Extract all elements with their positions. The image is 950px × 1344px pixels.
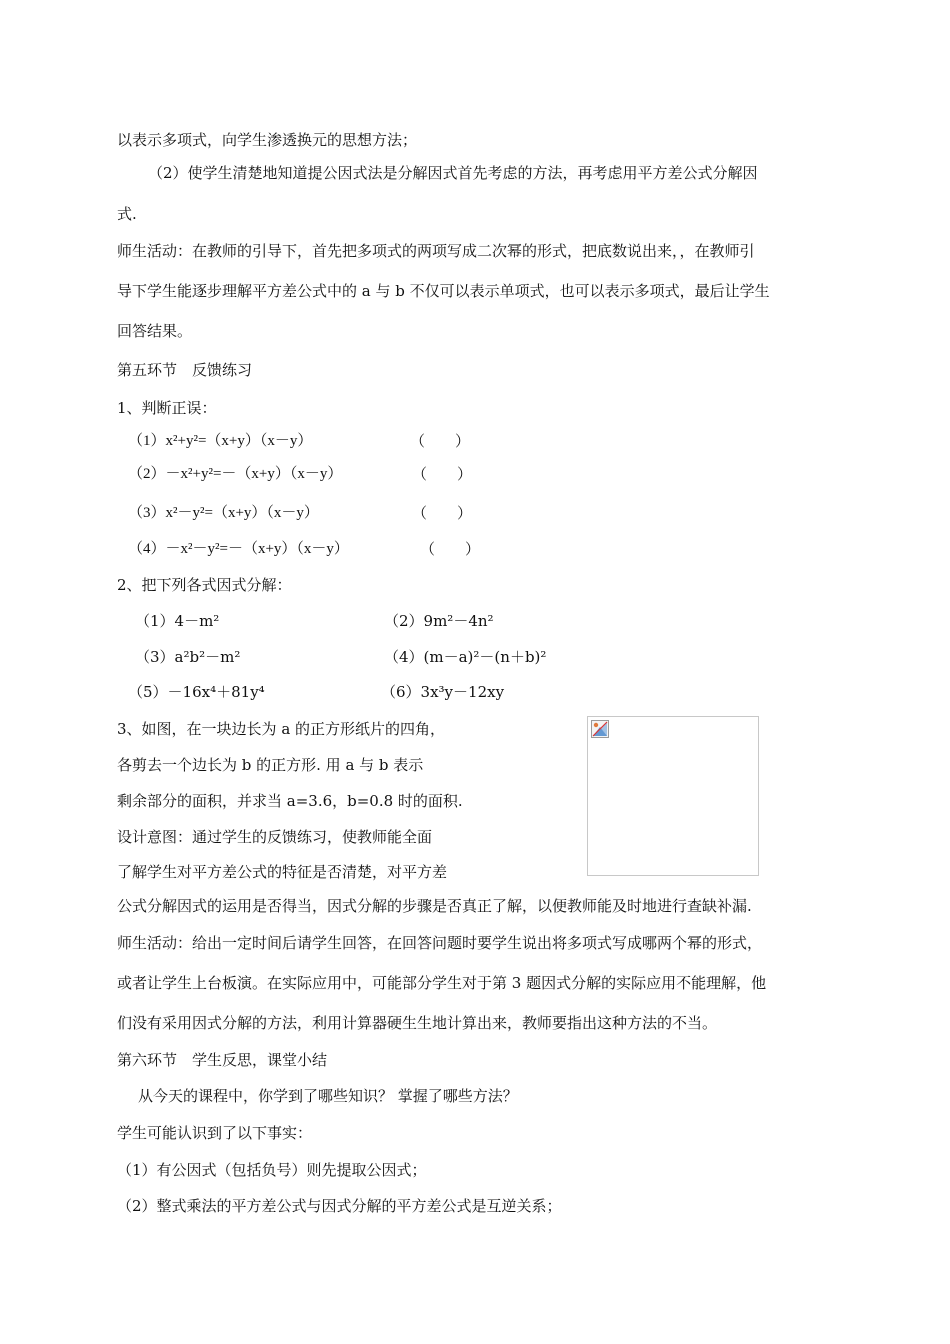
design-intent-text: 设计意图：通过学生的反馈练习，使教师能全面: [117, 828, 433, 846]
reflection-intro: 学生可能认识到了以下事实：: [117, 1124, 313, 1142]
reflection-question: 从今天的课程中，你学到了哪些知识？ 掌握了哪些方法？: [138, 1087, 518, 1105]
reflection-fact: （2）整式乘法的平方差公式与因式分解的平方差公式是互逆关系；: [117, 1197, 562, 1215]
factor-item: （3）a²b²－m²: [135, 648, 241, 666]
factor-item: （6）3x³y－12xy: [381, 683, 505, 701]
answer-blank: （ ）: [412, 465, 473, 483]
question-text: 3、如图，在一块边长为 a 的正方形纸片的四角，: [117, 720, 446, 738]
true-false-item: （3）x²－y²=（x+y）（x－y）: [128, 505, 319, 521]
true-false-item: （4）－x²－y²=－（x+y）（x－y）: [128, 541, 349, 557]
question-title: 1、判断正误：: [117, 399, 217, 417]
paragraph-line: 以表示多项式，向学生渗透换元的思想方法；: [117, 131, 418, 149]
design-intent-text: 了解学生对平方差公式的特征是否清楚，对平方差: [117, 863, 448, 881]
factor-item: （5）－16x⁴＋81y⁴: [128, 683, 265, 701]
question-text: 各剪去一个边长为 b 的正方形. 用 a 与 b 表示: [117, 756, 424, 774]
paragraph-line: （2）使学生清楚地知道提公因式法是分解因式首先考虑的方法，再考虑用平方差公式分解因: [148, 164, 758, 182]
design-intent-text: 公式分解因式的运用是否得当，因式分解的步骤是否真正了解，以便教师能及时地进行查缺补漏.: [117, 897, 752, 915]
activity-text: 或者让学生上台板演。在实际应用中，可能部分学生对于第 3 题因式分解的实际应用不能理解，他: [117, 974, 767, 992]
factor-item: （4）(m－a)²－(n＋b)²: [384, 648, 547, 666]
broken-image-icon: [591, 720, 609, 738]
question-text: 剩余部分的面积，并求当 a=3.6，b=0.8 时的面积.: [117, 792, 463, 810]
paragraph-line: 回答结果。: [117, 322, 193, 340]
paragraph-line: 师生活动：在教师的引导下，首先把多项式的两项写成二次幂的形式，把底数说出来，，在教师引: [117, 242, 755, 260]
answer-blank: （ ）: [410, 432, 471, 450]
activity-text: 们没有采用因式分解的方法，利用计算器硬生生地计算出来，教师要指出这种方法的不当。: [117, 1014, 718, 1032]
reflection-fact: （1）有公因式（包括负号）则先提取公因式；: [117, 1161, 427, 1179]
factor-item: （1）4－m²: [135, 612, 220, 630]
question-title: 2、把下列各式因式分解：: [117, 576, 292, 594]
section-heading: 第六环节 学生反思，课堂小结: [117, 1051, 328, 1069]
answer-blank: （ ）: [412, 504, 473, 522]
paragraph-line: 式.: [117, 205, 137, 223]
section-heading: 第五环节 反馈练习: [117, 361, 253, 379]
true-false-item: （1）x²+y²=（x+y）（x－y）: [128, 433, 313, 449]
answer-blank: （ ）: [420, 540, 481, 558]
true-false-item: （2）－x²+y²=－（x+y）（x－y）: [128, 466, 343, 482]
factor-item: （2）9m²－4n²: [384, 612, 494, 630]
figure-placeholder: [587, 716, 759, 876]
paragraph-line: 导下学生能逐步理解平方差公式中的 a 与 b 不仅可以表示单项式，也可以表示多项式，最后让学生: [117, 282, 770, 300]
activity-text: 师生活动：给出一定时间后请学生回答，在回答问题时要学生说出将多项式写成哪两个幂的形式，: [117, 934, 763, 952]
